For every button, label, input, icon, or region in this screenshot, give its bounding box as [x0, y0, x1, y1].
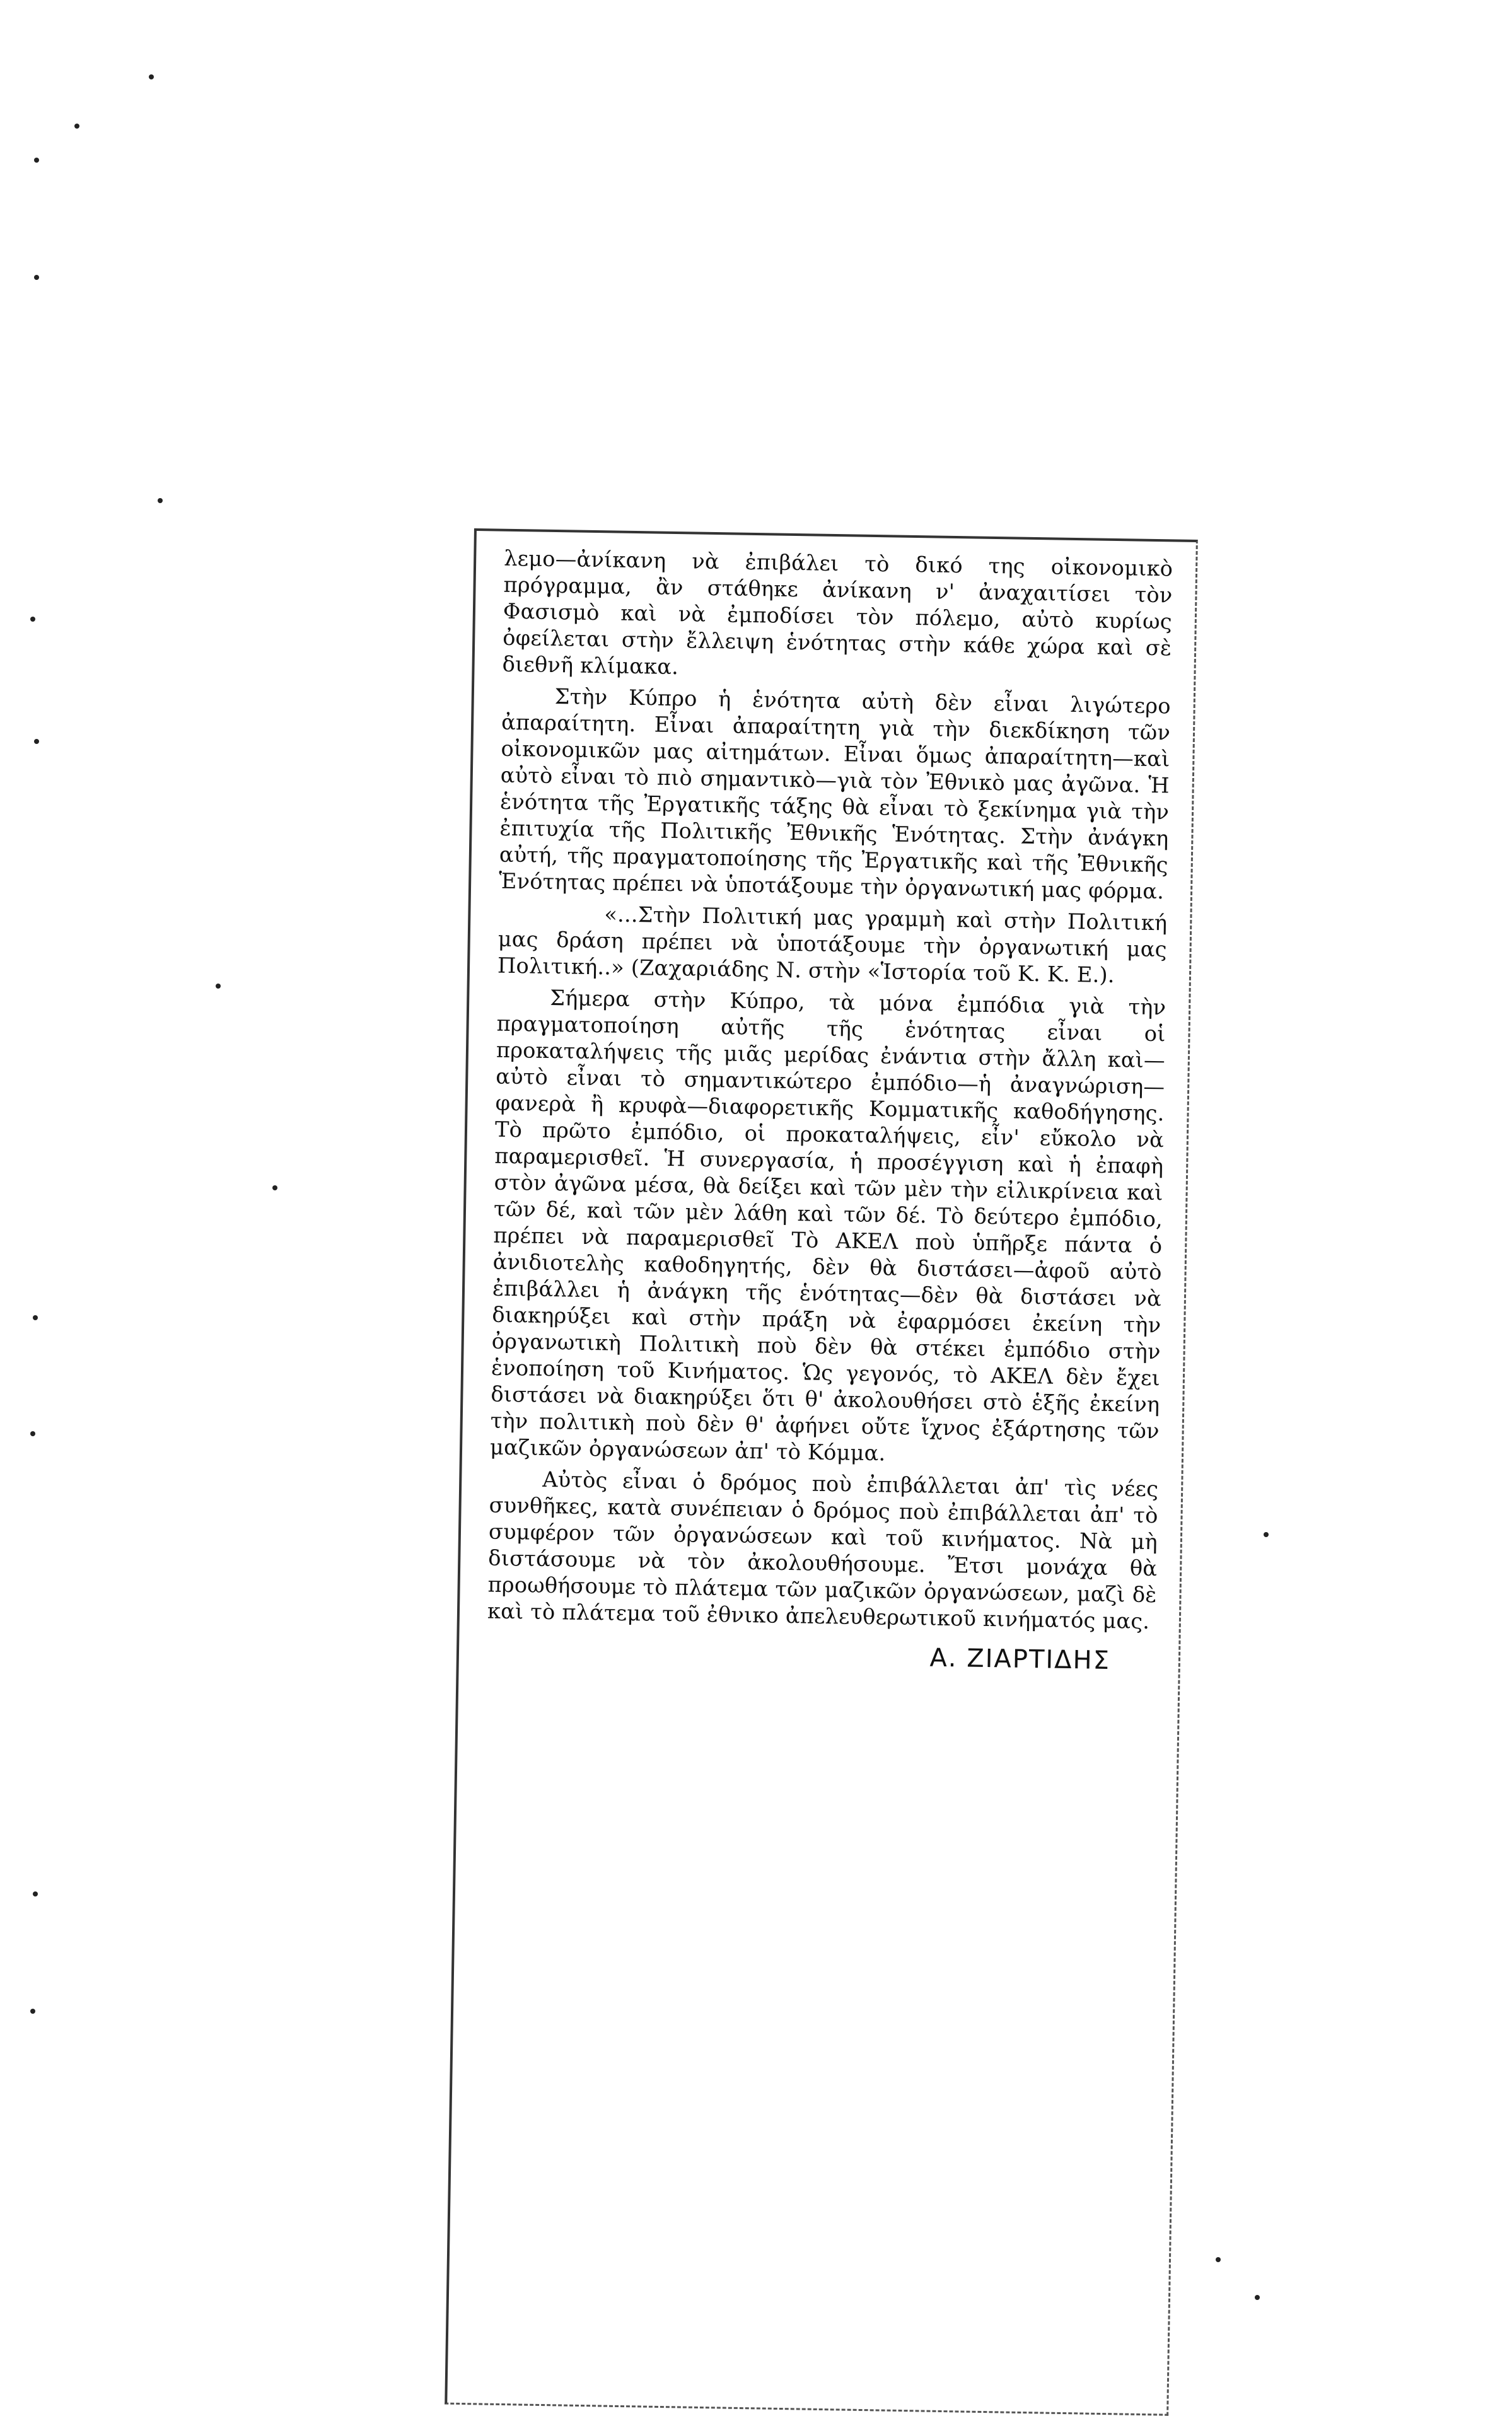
author-signature: Α. ΖΙΑΡΤΙΔΗΣ	[929, 1643, 1111, 1676]
article-paragraph-4: Αὐτὸς εἶναι ὁ δρόμος ποὺ ἐπιβάλλεται ἀπ' τὶς νέες συνθῆκες, κατὰ συνέπειαν ὁ δρόμος ποὺ ἐπιβάλλεται ἀπ' τὸ συμφέρον τῶν ὀργανώσεων καὶ τοῦ κινήματος. Νὰ μὴ διστάσουμε νὰ τὸν ἀκολουθήσουμε. Ἔτσι μονάχα θὰ προωθήσουμε τὸ πλάτεμα τῶν μαζικῶν ὀργανώσεων, μαζὶ δὲ καὶ τὸ πλάτεμα τοῦ ἐθνικο ἀπελευθερωτικοῦ κινήματός μας.	[487, 1466, 1159, 1634]
article-paragraph-3: Σήμερα στὴν Κύπρο, τὰ μόνα ἐμπόδια γιὰ τὴν πραγματοποίηση αὐτῆς τῆς ἑνότητας εἶναι οἱ προκαταλήψεις τῆς μιᾶς μερίδας ἐνάντια στὴν ἄλλη καὶ—αὐτὸ εἶναι τὸ σημαντικώτερο ἐμπόδιο—ἡ ἀναγνώριση—φανερὰ ἢ κρυφὰ—διαφορετικῆς Κομματικῆς καθοδήγησης. Τὸ πρῶτο ἐμπόδιο, οἱ προκαταλήψεις, εἶν' εὔκολο νὰ παραμερισθεῖ. Ἡ συνεργασία, ἡ προσέγγιση καὶ ἡ ἐπαφὴ στὸν ἀγῶνα μέσα, θὰ δείξει καὶ τῶν μὲν τὴν εἰλικρίνεια καὶ τῶν δέ, καὶ τῶν μὲν λάθη καὶ τῶν δέ. Τὸ δεύτερο ἐμπόδιο, πρέπει νὰ παραμερισθεῖ Τὸ ΑΚΕΛ ποὺ ὑπῆρξε πάντα ὁ ἀνιδιοτελὴς καθοδηγητής, δὲν θὰ διστάσει—ἀφοῦ αὐτὸ ἐπιβάλλει ἡ ἀνάγκη τῆς ἑνότητας—δὲν θὰ διστάσει νὰ διακηρύξει καὶ στὴν πράξη νὰ ἐφαρμόσει ἐκείνη τὴν ὀργανωτικὴ Πολιτικὴ ποὺ δὲν θὰ στέκει ἐμπόδιο στὴν ἑνοποίηση τοῦ Κινήματος. Ὡς γεγονός, τὸ ΑΚΕΛ δὲν ἔχει διστάσει νὰ διακηρύξει ὅτι θ' ἀκολουθήσει στὸ ἑξῆς ἐκείνη τὴν πολιτικὴ ποὺ δὲν θ' ἀφήνει οὔτε ἴχνος ἐξάρτησης τῶν μαζικῶν ὀργανώσεων ἀπ' τὸ Κόμμα.	[489, 985, 1166, 1466]
scan-speck	[1264, 1532, 1269, 1537]
scan-speck	[1216, 2257, 1221, 2262]
scan-speck	[149, 74, 154, 79]
scan-speck	[30, 2009, 35, 2014]
scan-speck	[34, 158, 39, 163]
scan-speck	[33, 1315, 38, 1320]
scan-speck	[158, 498, 163, 503]
scan-speck	[216, 984, 221, 989]
scan-speck	[30, 617, 35, 622]
article-paragraph-1: λεμο—ἀνίκανη νὰ ἐπιβάλει τὸ δικό της οἰκονομικὸ πρόγραμμα, ἂν στάθηκε ἀνίκανη ν' ἀναχαιτίσει τὸν Φασισμὸ καὶ νὰ ἐμποδίσει τὸν πόλεμο, αὐτὸ κυρίως ὀφείλεται στὴν ἔλλειψη ἑνότητας στὴν κάθε χώρα καὶ σὲ διεθνῆ κλίμακα.	[502, 545, 1173, 680]
newspaper-clipping	[445, 528, 1198, 2416]
scan-speck	[1255, 2295, 1260, 2300]
article-quote: «...Στὴν Πολιτική μας γραμμὴ καὶ στὴν Πολιτική μας δράση πρέπει νὰ ὑποτάξουμε τὴν ὀργανωτική μας Πολιτική..» (Ζαχαριάδης Ν. στὴν «Ἱστορία τοῦ Κ. Κ. Ε.).	[497, 902, 1168, 988]
scan-speck	[34, 739, 39, 744]
article-paragraph-2: Στὴν Κύπρο ἡ ἑνότητα αὐτὴ δὲν εἶναι λιγώτερο ἀπαραίτητη. Εἶναι ἀπαραίτητη γιὰ τὴν διεκδίκηση τῶν οἰκονομικῶν μας αἰτημάτων. Εἶναι ὅμως ἀπαραίτητη—καὶ αὐτὸ εἶναι τὸ πιὸ σημαντικὸ—γιὰ τὸν Ἐθνικὸ μας ἀγῶνα. Ἡ ἑνότητα τῆς Ἐργατικῆς τάξης θὰ εἶναι τὸ ξεκίνημα γιὰ τὴν ἐπιτυχία τῆς Πολιτικῆς Ἐθνικῆς Ἑνότητας. Στὴν ἀνάγκη αὐτή, τῆς πραγματοποίησης τῆς Ἐργατικῆς καὶ τῆς Ἐθνικῆς Ἑνότητας πρέπει νὰ ὑποτάξουμε τὴν ὀργανωτική μας φόρμα.	[498, 684, 1172, 904]
scan-speck	[33, 1891, 38, 1896]
scan-speck	[272, 1185, 277, 1190]
scan-speck	[34, 275, 39, 280]
scan-speck	[30, 1431, 35, 1436]
scan-speck	[74, 124, 79, 129]
